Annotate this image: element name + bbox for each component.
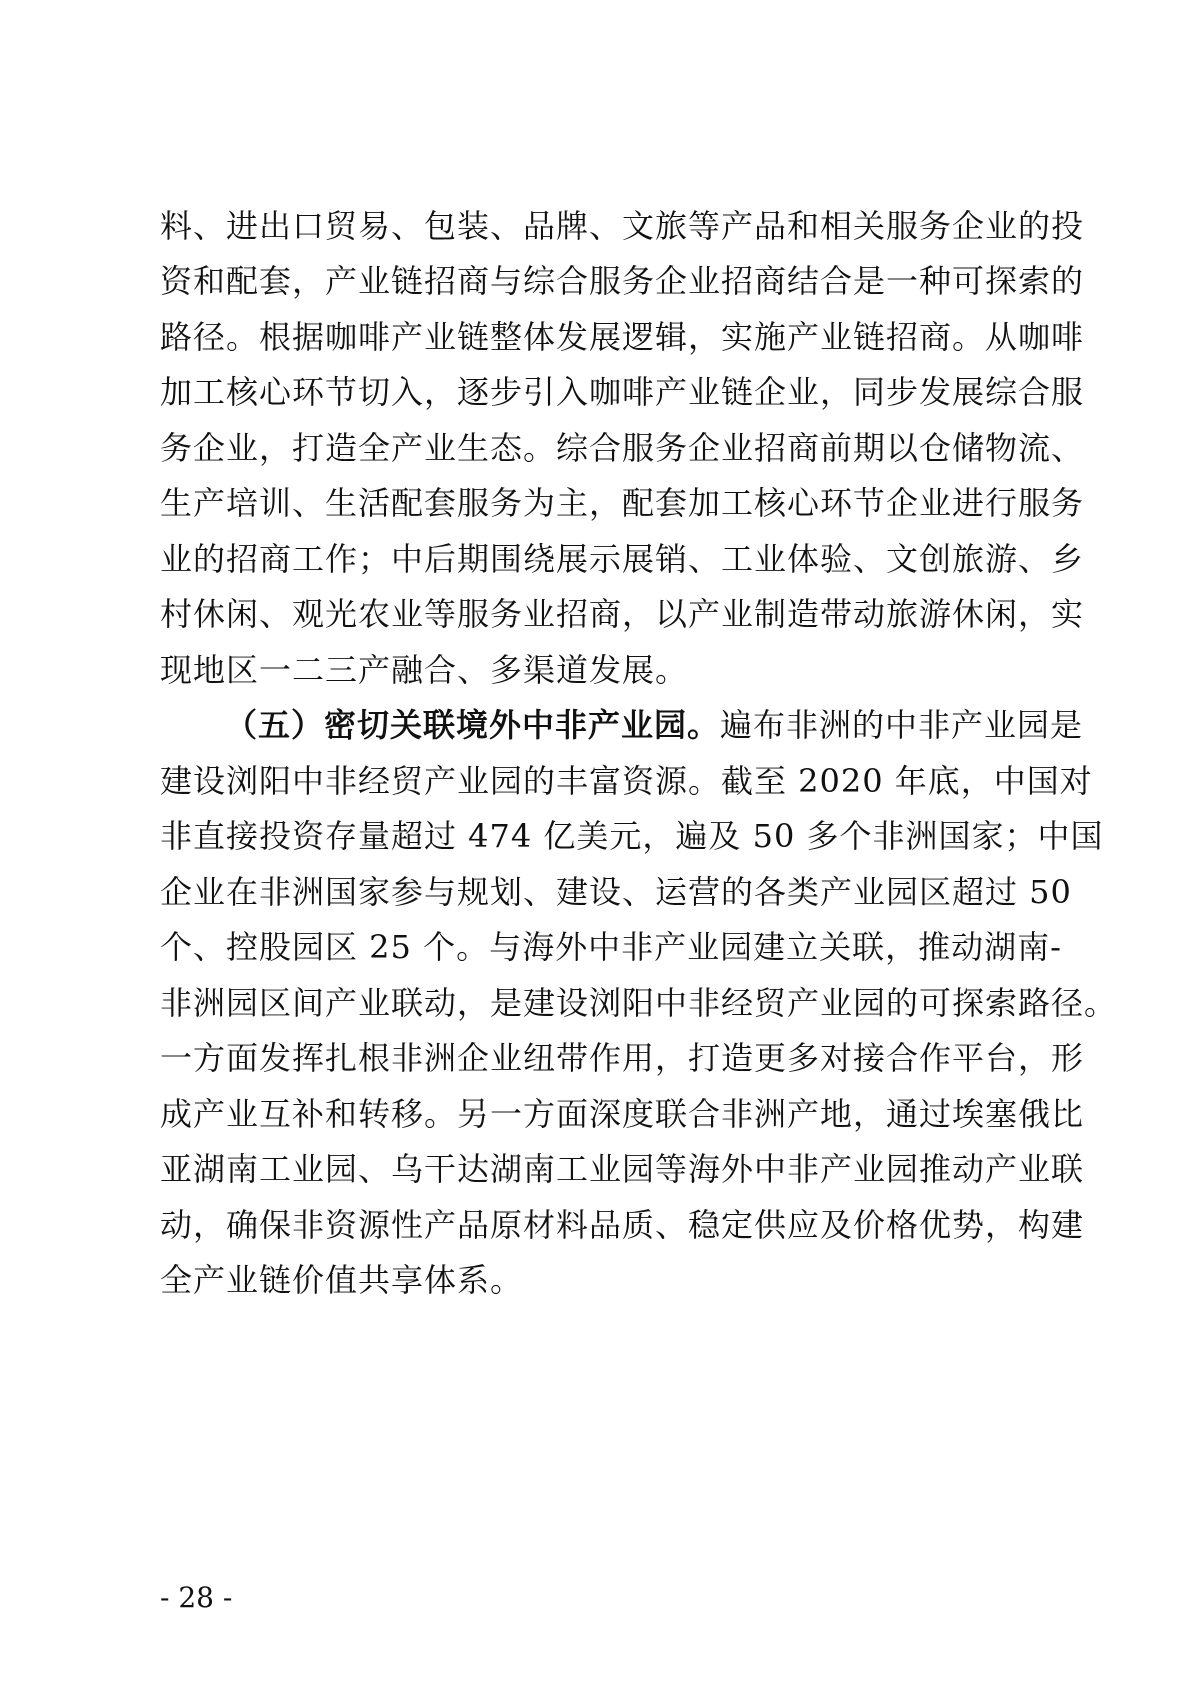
section-heading: （五）密切关联境外中非产业园。 [225, 706, 721, 744]
paragraph-line: 村休闲、观光农业等服务业招商，以产业制造带动旅游休闲，实 [160, 595, 1085, 633]
paragraph-line: 亚湖南工业园、乌干达湖南工业园等海外中非产业园推动产业联 [160, 1150, 1085, 1188]
paragraph-line: 料、进出口贸易、包装、品牌、文旅等产品和相关服务企业的投 [160, 207, 1085, 245]
section-heading-line [225, 703, 1084, 747]
paragraph-line: 非直接投资存量超过 474 亿美元，遍及 50 多个非洲国家；中国 [160, 817, 1104, 855]
paragraph-line: 业的招商工作；中后期围绕展示展销、工业体验、文创旅游、乡 [160, 540, 1085, 578]
paragraph-line: 全产业链价值共享体系。 [160, 1261, 524, 1299]
paragraph-line: 动，确保非资源性产品原材料品质、稳定供应及价格优势，构建 [160, 1206, 1085, 1244]
paragraph-text: 遍布非洲的中非产业园是 [720, 706, 1084, 744]
paragraph-line: 一方面发挥扎根非洲企业纽带作用，打造更多对接合作平台，形 [160, 1039, 1085, 1077]
paragraph-line: 现地区一二三产融合、多渠道发展。 [160, 651, 689, 689]
paragraph-line: 建设浏阳中非经贸产业园的丰富资源。截至 2020 年底，中国对 [160, 762, 1093, 800]
paragraph-line: 成产业互补和转移。另一方面深度联合非洲产地，通过埃塞俄比 [160, 1095, 1085, 1133]
paragraph-line: 路径。根据咖啡产业链整体发展逻辑，实施产业链招商。从咖啡 [160, 318, 1085, 356]
paragraph-line: 务企业，打造全产业生态。综合服务企业招商前期以仓储物流、 [160, 429, 1085, 467]
paragraph-line: 非洲园区间产业联动，是建设浏阳中非经贸产业园的可探索路径。 [160, 984, 1118, 1022]
page-number: - 28 - [160, 1581, 233, 1614]
paragraph-line: 加工核心环节切入，逐步引入咖啡产业链企业，同步发展综合服 [160, 373, 1085, 411]
paragraph-line: 企业在非洲国家参与规划、建设、运营的各类产业园区超过 50 [160, 873, 1072, 911]
paragraph-line: 个、控股园区 25 个。与海外中非产业园建立关联，推动湖南- [160, 928, 1062, 966]
paragraph-line: 生产培训、生活配套服务为主，配套加工核心环节企业进行服务 [160, 484, 1085, 522]
paragraph-line: 资和配套，产业链招商与综合服务企业招商结合是一种可探索的 [160, 262, 1085, 300]
